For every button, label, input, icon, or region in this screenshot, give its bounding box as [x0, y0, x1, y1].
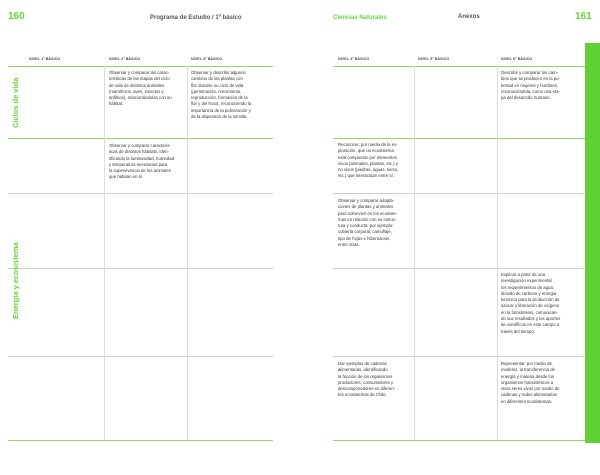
col-header-2: NIVEL 2º BÁSICO: [109, 57, 141, 61]
col-header-4: NIVEL 4º BÁSICO: [338, 57, 370, 61]
left-row-rule: [8, 356, 273, 357]
right-running-title: Ciencias Naturales: [333, 15, 387, 21]
column-divider: [497, 66, 498, 440]
cell-ciclos-2: Observar y comparar las carac- terísticas de las etapas del ciclo de vida de distintos animales (mamíferos, aves, insectos y anfibios), relacionándolas con su hábitat.: [109, 70, 172, 107]
cell-energia-4-a: Reconocer, por medio de la ex- ploración, que un ecosistema está compuesto por elementos vivos (animales, plantas, etc.) y no vivos (piedras, aguas, tierra, etc.) que interactúan entre sí.: [338, 142, 398, 179]
col-header-3: NIVEL 3º BÁSICO: [191, 57, 223, 61]
col-header-1: NIVEL 1º BÁSICO: [29, 57, 61, 61]
right-row-rule: [333, 356, 585, 357]
right-row-rule: [333, 268, 585, 269]
column-divider: [104, 66, 105, 440]
side-tab: [585, 43, 600, 443]
left-page-number: 160: [8, 11, 25, 22]
cell-energia-6-b: Representar, por medio de modelos, la transferencia de energía y materia desde los organismos fotosintéticos a otros seres vivos por medio de cadenas y redes alimentarias en diferentes ecosistemas.: [501, 361, 560, 404]
col-header-6: NIVEL 6º BÁSICO: [501, 57, 533, 61]
cell-energia-4-c: Dar ejemplos de cadenas alimentarias, identificando la función de los organismos productores, consumidores y descomponedores en diferen- tes ecosistemas de Chile.: [338, 361, 396, 398]
section-label-ciclos: Ciclos de vida: [11, 77, 20, 128]
right-section-rule: [333, 138, 585, 139]
right-header-rule: [333, 66, 585, 67]
column-divider: [187, 66, 188, 440]
cell-ciclos-6: Describir y comparar los cam- bios que se producen en la pu- bertad en mujeres y hombres, reconociéndola, como una eta- pa del desarrollo humano.: [501, 70, 561, 101]
left-running-title: Programa de Estudio / 1º básico: [150, 15, 242, 21]
left-row-rule: [8, 268, 273, 269]
cell-ciclos-3: Observar y describir algunos cambios de las plantas con flor durante su ciclo de vida (germinación, crecimiento, reproducción, formación de la flor y del fruto), reconociendo la importancia de la polinización y de la dispersión de la semilla.: [191, 70, 252, 120]
left-section-rule: [8, 138, 273, 139]
cell-energia-4-b: Observar y comparar adapta- ciones de plantas y animales para sobrevivir en los ecosiste- mas en relación con su estruc- tura y conducta; por ejemplo: cubierta corporal, camuflaje, tipo de hojas e hibernación, entre otras.: [338, 198, 398, 248]
left-row-rule: [8, 193, 273, 194]
left-bottom-rule: [8, 440, 273, 441]
annex-label: Anexos: [458, 14, 480, 20]
col-header-5: NIVEL 5º BÁSICO: [418, 57, 450, 61]
right-row-rule: [333, 193, 585, 194]
left-header-rule: [8, 66, 273, 67]
column-divider: [414, 66, 415, 440]
right-page-number: 161: [575, 11, 592, 22]
cell-energia-2: Observar y comparar caracterís- ticas de distintos hábitats, iden- tificando la luminosidad, humedad y temperatura necesarias para la supervivencia de los animales que habitan en él.: [109, 143, 174, 180]
cell-energia-6-a: Explicar a partir de una investigación experimental los requerimientos de agua, dióxido de carbono y energía lumínica para la producción de azúcar y liberación de oxígeno en la fotosíntesis, comunican- do sus resultados y los aportes de científicos en este campo a través del tiempo.: [501, 272, 561, 334]
section-label-energia: Energía y ecosistema: [11, 242, 20, 319]
right-bottom-rule: [333, 440, 585, 441]
